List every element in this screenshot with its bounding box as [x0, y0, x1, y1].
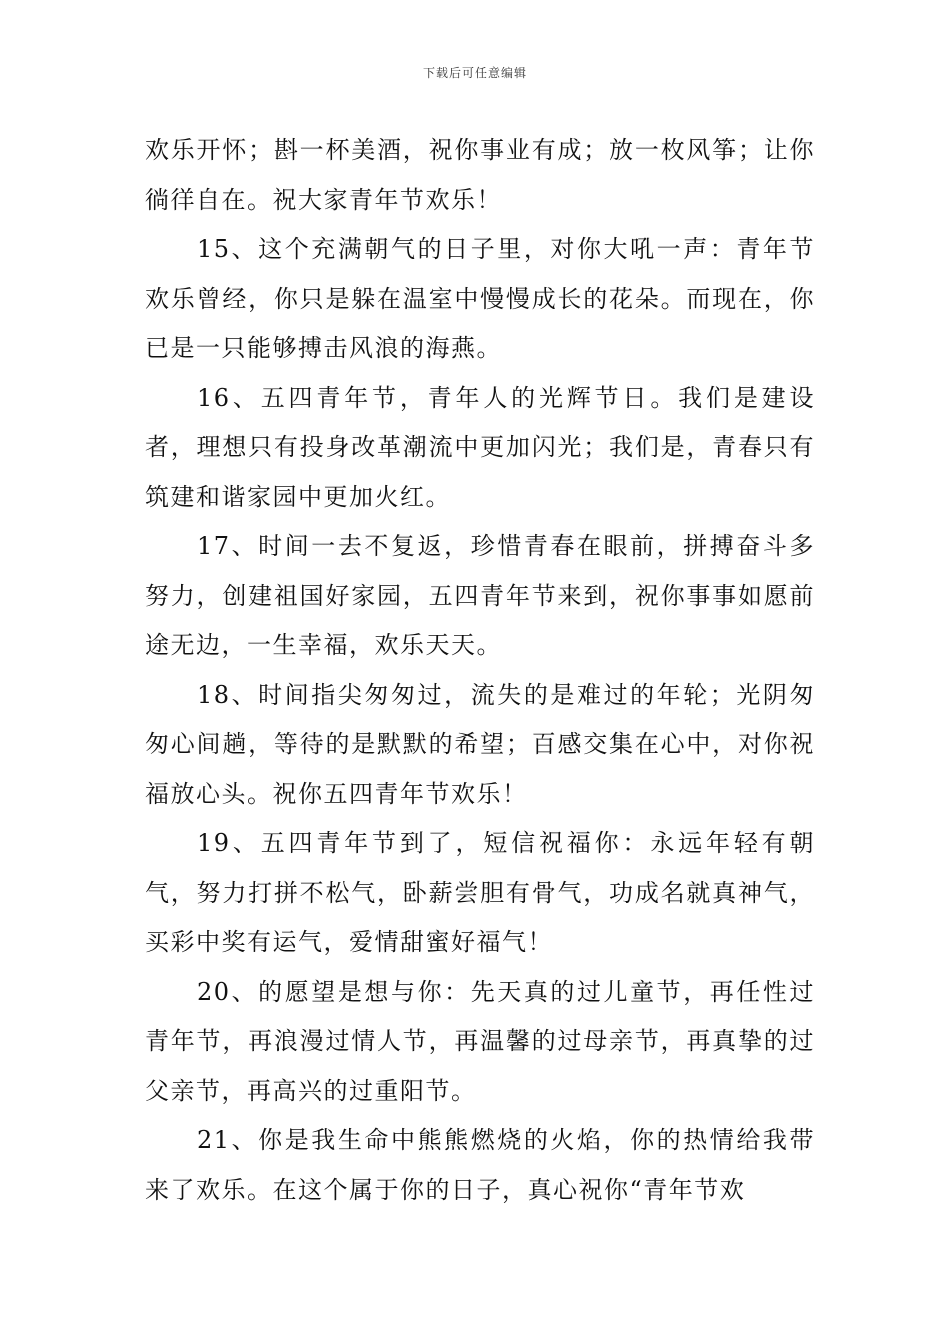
paragraph-continuation: 欢乐开怀；斟一杯美酒，祝你事业有成；放一枚风筝；让你徜徉自在。祝大家青年节欢乐！ — [145, 136, 815, 214]
paragraph-19: 19、五四青年节到了，短信祝福你：永远年轻有朝气，努力打拼不松气，卧薪尝胆有骨气，功成名就真神气，买彩中奖有运气，爱情甜蜜好福气！ — [145, 829, 815, 956]
page-header: 下载后可任意编辑 — [422, 66, 527, 80]
paragraph-15: 15、这个充满朝气的日子里，对你大吼一声：青年节欢乐曾经，你只是躲在温室中慢慢成长的花朵。而现在，你已是一只能够搏击风浪的海燕。 — [145, 235, 815, 362]
paragraph-17: 17、时间一去不复返，珍惜青春在眼前，拼搏奋斗多努力，创建祖国好家园，五四青年节来到，祝你事事如愿前途无边，一生幸福，欢乐天天。 — [145, 532, 815, 659]
paragraph-16: 16、五四青年节，青年人的光辉节日。我们是建设者，理想只有投身改革潮流中更加闪光；我们是，青春只有筑建和谐家园中更加火红。 — [145, 383, 815, 511]
paragraph-18: 18、时间指尖匆匆过，流失的是难过的年轮；光阴匆匆心间趟，等待的是默默的希望；百感交集在心中，对你祝福放心头。祝你五四青年节欢乐！ — [145, 680, 815, 808]
paragraph-21: 21、你是我生命中熊熊燃烧的火焰，你的热情给我带来了欢乐。在这个属于你的日子，真心祝你“青年节欢 — [145, 1126, 815, 1204]
document-body — [145, 126, 815, 1215]
paragraph-20: 20、的愿望是想与你：先天真的过儿童节，再任性过青年节，再浪漫过情人节，再温馨的过母亲节，再真挚的过父亲节，再高兴的过重阳节。 — [145, 977, 815, 1105]
